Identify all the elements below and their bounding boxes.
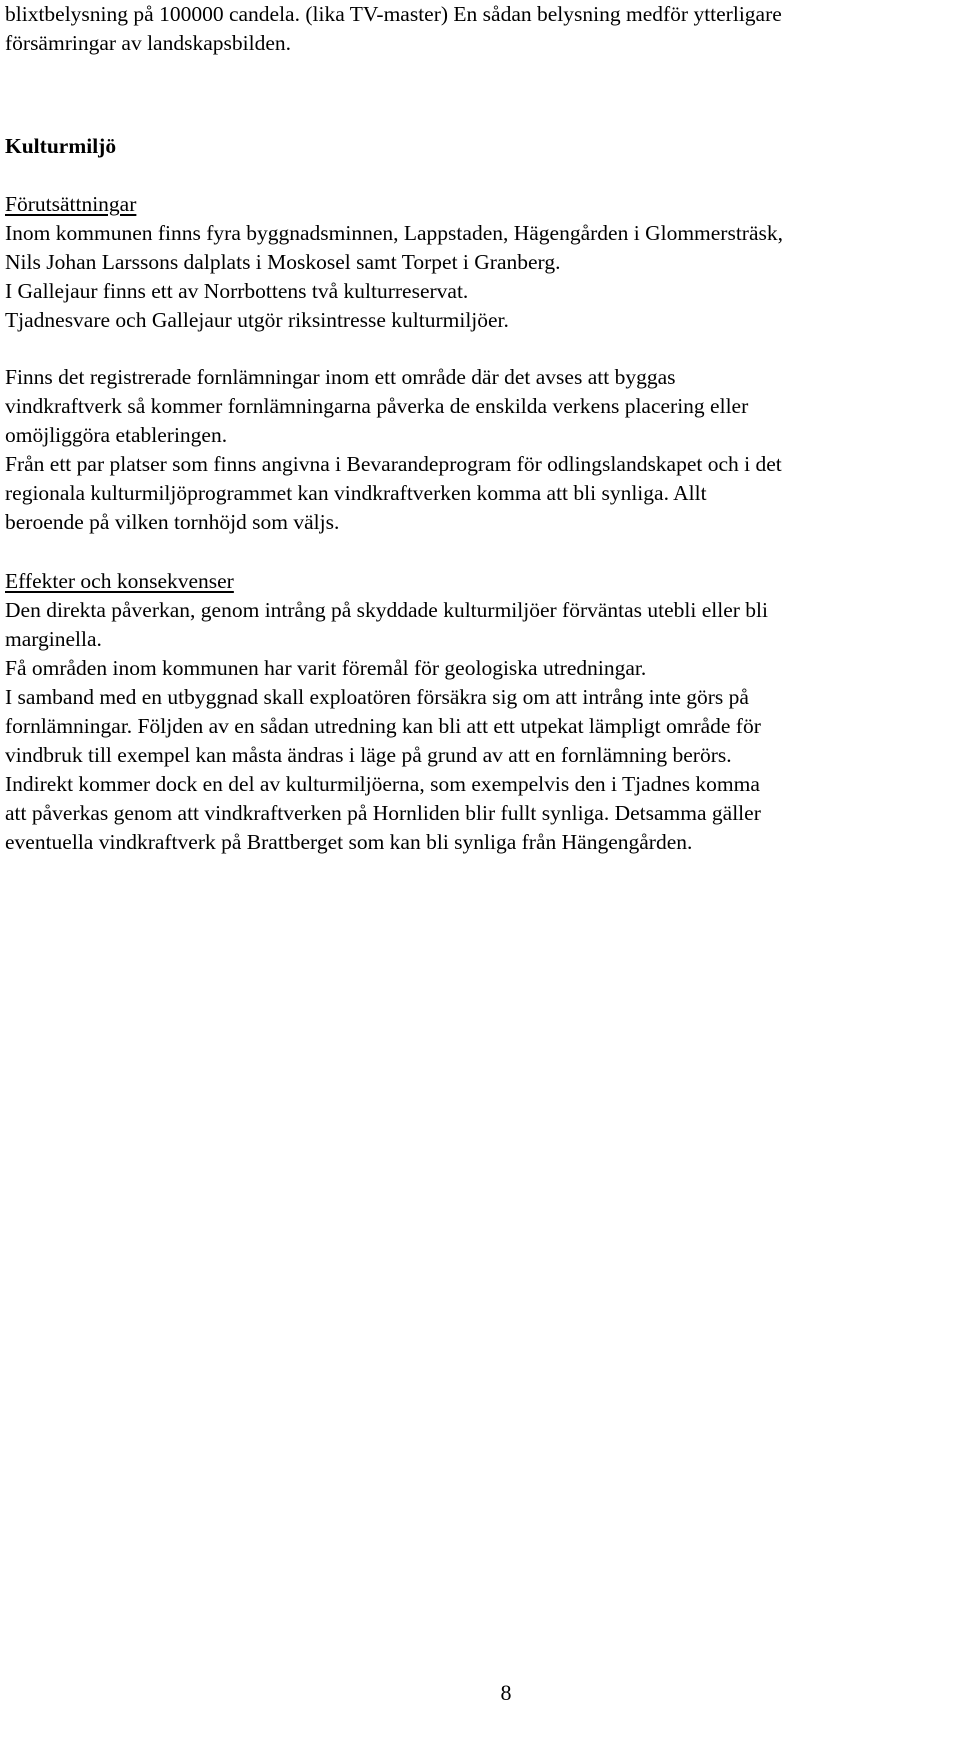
subheading-prerequisites: Förutsättningar <box>5 192 137 216</box>
subheading-effects: Effekter och konsekvenser <box>5 569 234 593</box>
prerequisites-section <box>5 190 960 335</box>
document-page <box>5 0 960 857</box>
text-line: Finns det registrerade fornlämningar inom ett område där det avses att byggas <box>5 365 676 389</box>
intro-paragraph <box>5 0 960 58</box>
text-line: marginella. <box>5 627 102 651</box>
page-number: 8 <box>500 1680 512 1705</box>
text-line: vindbruk till exempel kan måsta ändras i läge på grund av att en fornlämning berörs. <box>5 743 732 767</box>
text-line: fornlämningar. Följden av en sådan utredning kan bli att ett utpekat lämpligt område för <box>5 714 761 738</box>
text-line: regionala kulturmiljöprogrammet kan vindkraftverken komma att bli synliga. Allt <box>5 481 707 505</box>
text-line: I samband med en utbyggnad skall exploatören försäkra sig om att intrång inte görs på <box>5 685 749 709</box>
text-line: Den direkta påverkan, genom intrång på skyddade kulturmiljöer förväntas utebli eller bli <box>5 598 769 622</box>
text-line: Få områden inom kommunen har varit föremål för geologiska utredningar. <box>5 656 647 680</box>
text-line: försämringar av landskapsbilden. <box>5 31 291 55</box>
text-line: Indirekt kommer dock en del av kulturmiljöerna, som exempelvis den i Tjadnes komma <box>5 772 760 796</box>
text-line: Inom kommunen finns fyra byggnadsminnen, Lappstaden, Hägengården i Glommersträsk, <box>5 221 783 245</box>
section-heading: Kulturmiljö <box>5 134 117 158</box>
text-line: eventuella vindkraftverk på Brattberget som kan bli synliga från Hängengården. <box>5 830 693 854</box>
text-line: vindkraftverk så kommer fornlämningarna påverka de enskilda verkens placering eller <box>5 394 749 418</box>
text-line: I Gallejaur finns ett av Norrbottens två kulturreservat. <box>5 279 469 303</box>
text-line: att påverkas genom att vindkraftverken på Hornliden blir fullt synliga. Detsamma gäller <box>5 801 761 825</box>
text-line: omöjliggöra etableringen. <box>5 423 228 447</box>
text-line: Nils Johan Larssons dalplats i Moskosel samt Torpet i Granberg. <box>5 250 561 274</box>
text-line: Från ett par platser som finns angivna i Bevarandeprogram för odlingslandskapet och i det <box>5 452 782 476</box>
effects-section <box>5 567 960 857</box>
text-line: beroende på vilken tornhöjd som väljs. <box>5 510 340 534</box>
text-line: blixtbelysning på 100000 candela. (lika TV-master) En sådan belysning medför ytterligare <box>5 2 782 26</box>
text-line: Tjadnesvare och Gallejaur utgör riksintresse kulturmiljöer. <box>5 308 509 332</box>
body-paragraph <box>5 363 960 537</box>
